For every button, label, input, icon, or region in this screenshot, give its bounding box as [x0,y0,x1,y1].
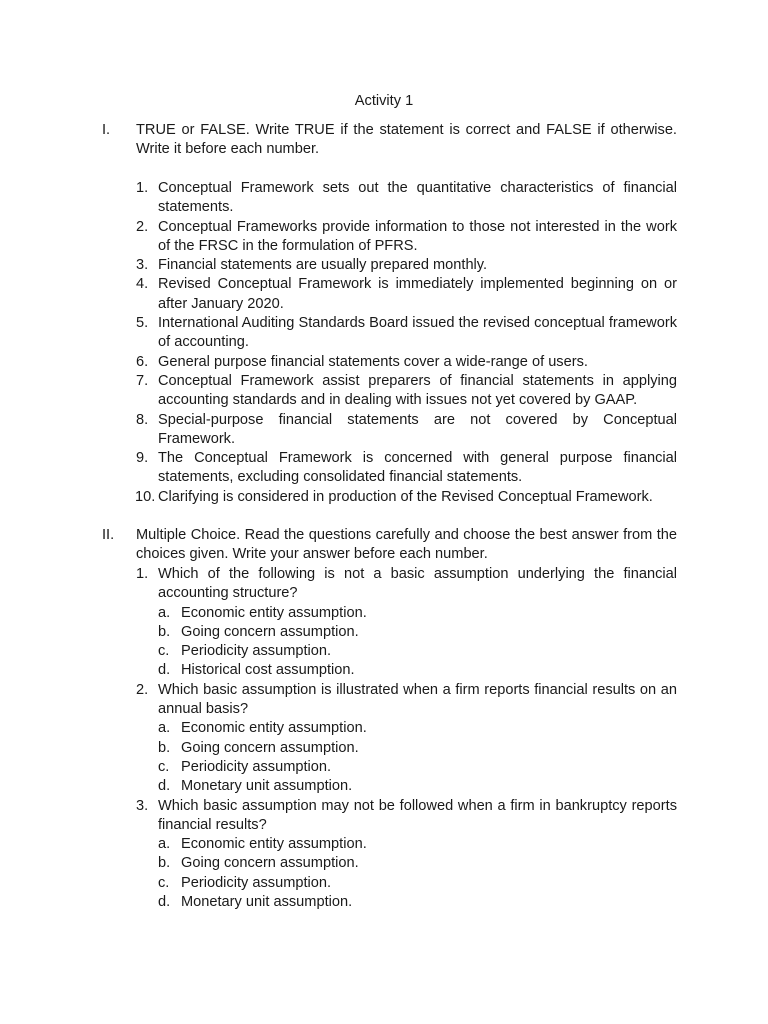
item-number: 3. [136,257,149,274]
choice-list [158,719,677,796]
question-text: Which basic assumption may not be followed when a firm in bankruptcy reports financial results? [158,797,677,833]
choice-letter: b. [158,739,171,756]
choice-item [158,893,677,912]
item-number: 10. [135,488,156,505]
choice-text: Monetary unit assumption. [181,778,353,795]
item-text: Clarifying is considered in production of the Revised Conceptual Framework. [158,488,653,505]
choice-item [158,854,677,873]
choice-item [158,835,677,854]
item-text: The Conceptual Framework is concerned with general purpose financial statements, excluding consolidated financial statements. [158,450,677,486]
list-item [136,488,677,507]
item-text: Conceptual Frameworks provide information to those not interested in the work of the FRSC in the formulation of PFRS. [158,218,677,254]
choice-letter: c. [158,874,170,891]
page-title: Activity 1 [354,93,414,109]
choice-letter: a. [158,604,171,621]
item-text: Revised Conceptual Framework is immediately implemented beginning on or after January 2020. [158,276,677,312]
choice-text: Periodicity assumption. [181,758,332,775]
item-text: Conceptual Framework sets out the quantitative characteristics of financial statements. [158,180,677,216]
choice-item [158,758,677,777]
question-text: Which basic assumption is illustrated when a firm reports financial results on an annual basis? [158,681,677,718]
choice-item [158,719,677,738]
choice-text: Going concern assumption. [181,623,359,640]
choice-item [158,874,677,893]
item-text: Special-purpose financial statements are not covered by Conceptual Framework. [158,411,677,447]
section-instruction: Multiple Choice. Read the questions carefully and choose the best answer from the choices given. Write your answer before each number. [136,527,677,563]
question-item [136,565,677,681]
choice-letter: d. [158,894,171,911]
choice-item [158,739,677,758]
choice-text: Economic entity assumption. [181,604,367,621]
item-text: International Auditing Standards Board issued the revised conceptual framework of accounting. [158,315,677,351]
question-item [136,681,677,797]
choice-text: Monetary unit assumption. [181,894,353,911]
item-text: Conceptual Framework assist preparers of financial statements in applying accounting standards and in dealing with issues not yet covered by GAAP. [158,372,677,409]
choice-letter: c. [158,643,170,660]
section-number: II. [102,527,115,543]
item-number: 6. [136,353,149,370]
question-item [136,797,677,913]
choice-letter: b. [158,855,171,872]
choice-item [158,604,677,623]
choice-letter: a. [158,720,171,737]
item-number: 8. [136,411,149,428]
list-item [136,372,677,411]
choice-text: Going concern assumption. [181,739,359,756]
item-text: General purpose financial statements cover a wide-range of users. [158,353,588,370]
item-number: 2. [136,218,149,235]
list-item [136,411,677,450]
choice-text: Economic entity assumption. [181,836,367,853]
question-number: 2. [136,681,149,698]
choice-text: Historical cost assumption. [181,662,355,679]
item-number: 9. [136,450,149,467]
question-text: Which of the following is not a basic assumption underlying the financial accounting structure? [158,566,677,602]
choice-text: Periodicity assumption. [181,874,332,891]
choice-item [158,642,677,661]
choice-letter: c. [158,758,170,775]
multiple-choice-list [136,565,677,912]
item-text: Financial statements are usually prepared monthly. [158,257,488,274]
section-instruction: TRUE or FALSE. Write TRUE if the statement is correct and FALSE if otherwise. Write it before each number. [136,122,677,158]
list-item [136,256,677,275]
list-item [136,449,677,488]
choice-item [158,661,677,680]
choice-list [158,835,677,912]
item-number: 1. [136,180,149,196]
choice-text: Going concern assumption. [181,855,359,872]
choice-list [158,604,677,681]
choice-letter: b. [158,623,171,640]
question-number: 1. [136,566,149,582]
choice-text: Economic entity assumption. [181,720,367,737]
list-item [136,179,677,218]
list-item [136,218,677,257]
choice-letter: d. [158,778,171,795]
choice-item [158,623,677,642]
item-number: 5. [136,315,149,332]
list-item [136,353,677,372]
true-false-list [136,179,677,507]
question-number: 3. [136,797,149,814]
item-number: 4. [136,276,149,293]
list-item [136,275,677,314]
choice-text: Periodicity assumption. [181,643,332,660]
item-number: 7. [136,372,149,389]
choice-letter: a. [158,836,171,853]
choice-letter: d. [158,662,171,679]
list-item [136,314,677,353]
section-number: I. [102,122,111,138]
choice-item [158,777,677,796]
